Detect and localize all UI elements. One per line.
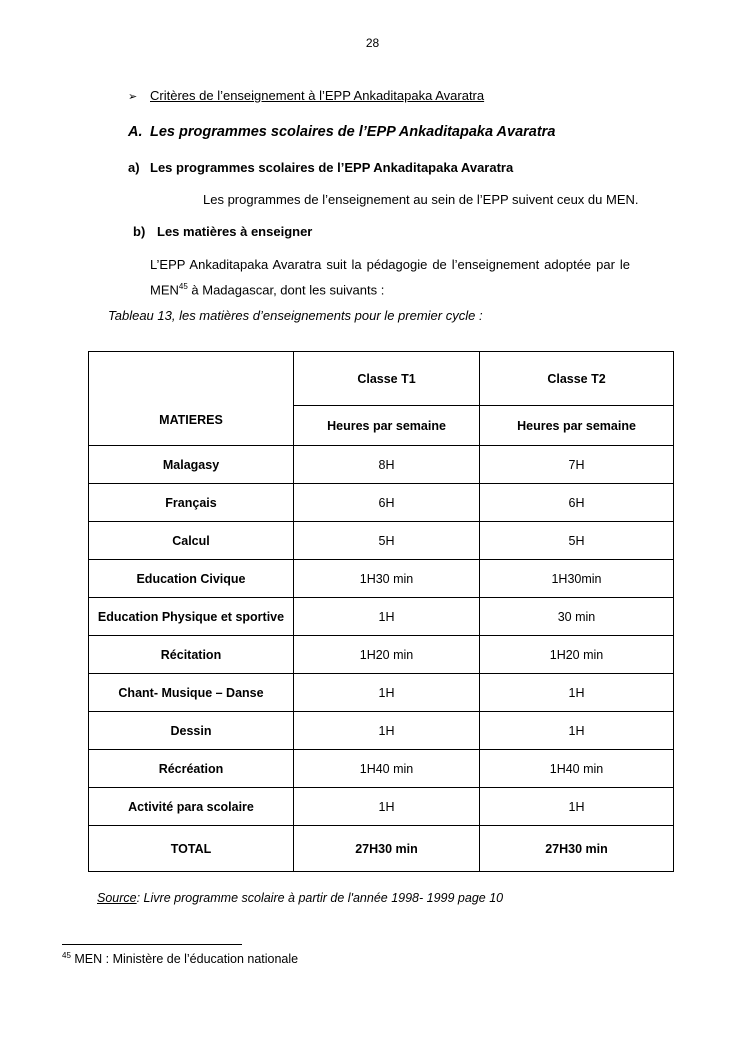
subject-cell: Calcul [89, 522, 294, 560]
table-row [89, 598, 674, 636]
subject-cell: Education Civique [89, 560, 294, 598]
subsection-a-heading [128, 160, 513, 175]
arrow-bullet-icon: ➢ [128, 91, 138, 103]
table-row [89, 712, 674, 750]
hours-t1-header: Heures par semaine [294, 406, 480, 446]
total-t1-cell: 27H30 min [294, 826, 480, 872]
subsection-b-heading [133, 224, 312, 239]
subsection-a-label: a) [128, 160, 140, 175]
source-text: : Livre programme scolaire à partir de l'année 1998- 1999 page 10 [136, 891, 504, 905]
table-row [89, 750, 674, 788]
total-t2-cell: 27H30 min [480, 826, 674, 872]
t1-hours-cell: 1H40 min [294, 750, 480, 788]
bullet-heading [128, 88, 484, 103]
t1-hours-cell: 5H [294, 522, 480, 560]
subject-cell: Malagasy [89, 446, 294, 484]
subject-cell: Dessin [89, 712, 294, 750]
table-row [89, 446, 674, 484]
bullet-heading-text: Critères de l’enseignement à l’EPP Ankaditapaka Avaratra [150, 88, 485, 103]
table-row [89, 636, 674, 674]
t2-hours-cell: 6H [480, 484, 674, 522]
t1-hours-cell: 6H [294, 484, 480, 522]
table-row [89, 560, 674, 598]
subsection-b-label: b) [133, 224, 146, 239]
t1-hours-cell: 1H [294, 674, 480, 712]
paragraph-matieres [150, 254, 630, 301]
table-row [89, 788, 674, 826]
section-a-title: Les programmes scolaires de l’EPP Ankaditapaka Avaratra [150, 124, 556, 140]
classe-t2-header: Classe T2 [480, 352, 674, 406]
subject-cell: Education Physique et sportive [89, 598, 294, 636]
footnote [62, 951, 298, 966]
t2-hours-cell: 1H [480, 788, 674, 826]
t1-hours-cell: 1H [294, 598, 480, 636]
footnote-divider [62, 944, 242, 945]
source-label: Source [97, 891, 137, 905]
subject-cell: Récitation [89, 636, 294, 674]
subjects-table [88, 351, 674, 872]
section-a-label: A. [128, 124, 143, 140]
subject-cell: Chant- Musique – Danse [89, 674, 294, 712]
t2-hours-cell: 1H [480, 712, 674, 750]
table-header-row [89, 352, 674, 406]
paragraph-matieres-end: à Madagascar, dont les suivants : [187, 282, 385, 298]
table-row [89, 674, 674, 712]
subsection-a-title: Les programmes scolaires de l’EPP Ankaditapaka Avaratra [150, 160, 514, 175]
t2-hours-cell: 5H [480, 522, 674, 560]
t2-hours-cell: 7H [480, 446, 674, 484]
classe-t1-header: Classe T1 [294, 352, 480, 406]
paragraph-programmes: Les programmes de l’enseignement au sein de l’EPP suivent ceux du MEN. [203, 192, 639, 207]
footnote-number: 45 [62, 951, 71, 960]
table-caption: Tableau 13, les matières d’enseignements pour le premier cycle : [108, 308, 483, 323]
t1-hours-cell: 1H30 min [294, 560, 480, 598]
total-label-cell: TOTAL [89, 826, 294, 872]
table-source [97, 891, 503, 905]
footnote-ref: 45 [178, 282, 188, 291]
subsection-b-title: Les matières à enseigner [157, 224, 313, 239]
matieres-header: MATIERES [89, 352, 294, 446]
t2-hours-cell: 30 min [480, 598, 674, 636]
subject-cell: Activité para scolaire [89, 788, 294, 826]
table-row [89, 484, 674, 522]
hours-t2-header: Heures par semaine [480, 406, 674, 446]
t2-hours-cell: 1H30min [480, 560, 674, 598]
table-row [89, 522, 674, 560]
t1-hours-cell: 1H [294, 788, 480, 826]
paragraph-matieres-text: L’EPP Ankaditapaka Avaratra suit la pédagogie de l’enseignement adoptée par le MEN [150, 257, 630, 298]
t1-hours-cell: 8H [294, 446, 480, 484]
t1-hours-cell: 1H20 min [294, 636, 480, 674]
section-a-heading [128, 124, 555, 140]
t2-hours-cell: 1H40 min [480, 750, 674, 788]
subject-cell: Récréation [89, 750, 294, 788]
subject-cell: Français [89, 484, 294, 522]
page-number: 28 [365, 36, 380, 50]
t2-hours-cell: 1H20 min [480, 636, 674, 674]
t1-hours-cell: 1H [294, 712, 480, 750]
table-total-row [89, 826, 674, 872]
footnote-text: MEN : Ministère de l’éducation nationale [70, 952, 299, 967]
t2-hours-cell: 1H [480, 674, 674, 712]
